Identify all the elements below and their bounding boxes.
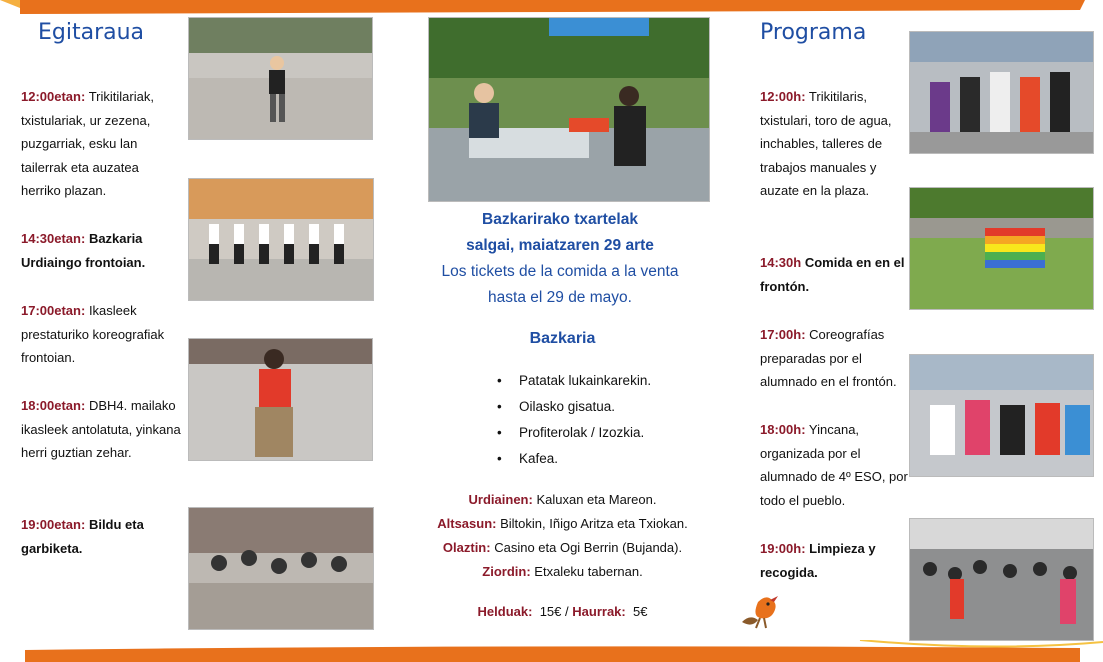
right-entry-5: 19:00h: Limpieza y recogida. — [760, 541, 876, 580]
bottom-orange-band — [0, 640, 1103, 662]
place-row: Altsasun: Biltokin, Iñigo Aritza eta Txiokan. — [437, 516, 688, 531]
right-heading: Programa — [760, 20, 867, 45]
left-entry-5: 19:00etan: Bildu eta garbiketa. — [21, 517, 144, 556]
photo-child-running — [188, 17, 373, 140]
right-entry-1: 12:00h: Trikitilaris, txistulari, toro de agua, inchables, talleres de trabajos manuales y auzate en la plaza. — [760, 89, 892, 198]
tickets-spanish: Los tickets de la comida a la venta hasta el 29 de mayo. — [441, 263, 679, 306]
place-row: Olaztin: Casino eta Ogi Berrin (Bujanda). — [442, 540, 683, 555]
price-line: Helduak: 15€ / Haurrak: 5€ — [477, 604, 648, 619]
photo-indoor-crowd — [909, 518, 1094, 641]
menu-item: • Patatak lukainkarekin. — [497, 368, 651, 394]
left-entry-4: 18:00etan: DBH4. mailako ikasleek antolatuta, yinkana herri guztian zehar. — [21, 398, 181, 460]
tickets-basque: Bazkarirako txartelak salgai, maiatzaren 29 arte — [466, 211, 654, 254]
place-row: Urdiainen: Kaluxan eta Mareon. — [468, 492, 657, 507]
menu-item: • Oilasko gisatua. — [497, 394, 651, 420]
menu-heading: Bazkaria — [529, 330, 596, 347]
left-entry-3: 17:00etan: Ikasleek prestaturiko koreografiak frontoian. — [21, 303, 165, 365]
photo-group-kids — [909, 31, 1094, 154]
photo-rainbow-bull — [909, 187, 1094, 310]
left-heading: Egitaraua — [38, 20, 145, 45]
menu-item: • Kafea. — [497, 446, 651, 472]
menu-item: • Profiterolak / Izozkia. — [497, 420, 651, 446]
place-row: Ziordin: Etxaleku tabernan. — [482, 564, 643, 579]
photo-sack-race — [188, 338, 373, 461]
photo-crowd-hall — [188, 507, 374, 630]
left-entry-1: 12:00etan: Trikitilariak, txistulariak, ur zezena, puzgarriak, esku lan tailerrak eta auzatea herriko plazan. — [21, 89, 154, 198]
menu-list — [497, 368, 651, 472]
bird-logo-icon — [740, 592, 788, 632]
right-entry-2: 14:30h Comida en en el frontón. — [760, 255, 905, 294]
photo-dance — [188, 178, 374, 301]
ticket-places — [400, 488, 725, 584]
left-entry-2: 14:30etan: Bazkaria Urdiaingo frontoian. — [21, 231, 146, 270]
right-entry-4: 18:00h: Yincana, organizada por el alumnado de 4º ESO, por todo el pueblo. — [760, 422, 908, 508]
photo-kids-portrait — [909, 354, 1094, 477]
right-entry-3: 17:00h: Coreografías preparadas por el alumnado en el frontón. — [760, 327, 897, 389]
top-orange-band — [0, 0, 1103, 16]
photo-kitchen-stand — [428, 17, 710, 202]
